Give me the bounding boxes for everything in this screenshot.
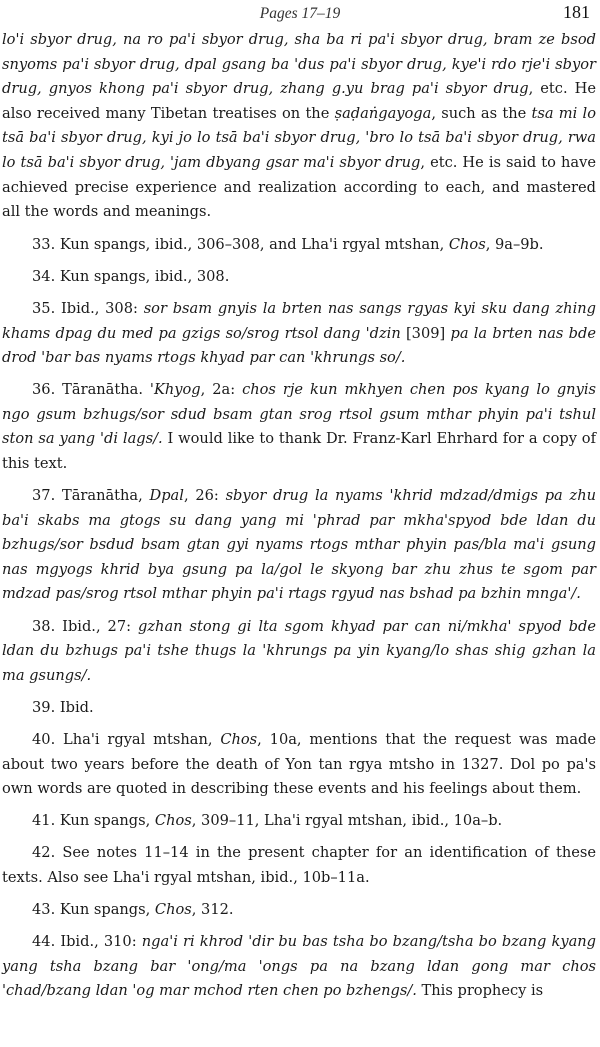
note-42: 42. See notes 11–14 in the present chapter for an identification of these texts. Also see Lha'i rgyal mtshan, ibid., 10b–11a.: [2, 844, 596, 886]
tibetan-text: chos rje kun mkhyen chen pos kyang lo gnyis ngo gsum bzhugs/sor sdud bsam gtan srog rtsol gsum mthar phyin pa'i tshul ston sa yang 'di lags/.: [2, 381, 596, 448]
tibetan-text: sbyor drug la nyams 'khrid mdzad/dmigs pa zhu ba'i skabs ma gtogs su dang yang mi 'phrad par mkha'spyod bde ldan du bzhugs/sor bsdud bsam gtan gyi nyams rtogs mthar phyin pas/bla ma'i gsung nas mgyogs khrid bya gsung pa la/gol le skyong bar zhu zhus te sgom par mdzad pas/srog rtsol mthar phyin pa'i rtags rgyud nas bshad pa bzhin mnga'/.: [2, 487, 596, 603]
note-33: [2, 233, 596, 258]
note-text: 43. Kun spangs,: [32, 901, 155, 918]
note-text: 33. Kun spangs, ibid., 306–308, and Lha'i rgyal mtshan,: [32, 235, 449, 253]
tibetan-text: lo'i sbyor drug, na ro pa'i sbyor drug, sha ba ri pa'i sbyor drug, bram ze bsod snyoms pa'i sbyor drug, dpal gsang ba 'dus pa'i sbyor drug, kye'i rdo rje'i sbyor drug, gnyos khong pa'i sbyor drug, zhang g.yu brag pa'i sbyor drug: [2, 31, 596, 98]
note-text: , 312.: [191, 901, 234, 918]
work-title: Chos: [448, 235, 486, 253]
note-text: 36. Tāranātha. ': [32, 381, 154, 399]
work-title: Chos: [154, 812, 192, 830]
note-44: [2, 930, 596, 1004]
continued-paragraph: [2, 28, 596, 225]
note-text: , 309–11, Lha'i rgyal mtshan, ibid., 10a–b.: [191, 812, 503, 830]
note-text: 37. Tāranātha,: [32, 487, 150, 505]
note-text: , 9a–9b.: [485, 235, 544, 253]
note-38: [2, 615, 596, 689]
note-text: 40. Lha'i rgyal mtshan,: [32, 730, 221, 748]
note-34: 34. Kun spangs, ibid., 308.: [32, 267, 230, 285]
note-text: [309]: [400, 324, 451, 342]
note-36: [2, 378, 596, 476]
tibetan-text: nga'i ri khrod 'dir bu bas tsha bo bzang/tsha bo bzang kyang yang tsha bzang bar 'ong/ma 'ongs pa na bzang ldan gong mar chos 'chad/bzang ldan 'og mar mchod rten chen po bzhengs/.: [2, 933, 597, 1000]
note-35: [2, 297, 596, 371]
tibetan-text: tsa mi lo tsā ba'i sbyor drug, kyi jo lo tsā ba'i sbyor drug, 'bro lo tsā ba'i sbyor drug, rwa lo tsā ba'i sbyor drug, 'jam dbyang gsar ma'i sbyor drug: [2, 104, 596, 171]
running-head: [0, 2, 600, 28]
paragraph-text: , etc. He is said to have achieved precise experience and realization according to each, and mastered all the words and meanings.: [2, 153, 596, 221]
note-40: [2, 728, 596, 802]
note-text: This prophecy is: [416, 982, 544, 1000]
paragraph-text: , such as the: [431, 104, 532, 122]
note-text: , 26:: [183, 487, 226, 505]
work-title: Chos: [154, 901, 192, 918]
work-title: Khyog: [153, 381, 201, 399]
tibetan-text: gzhan stong gi lta sgom khyad par can ni/mkha' spyod bde ldan du bzhugs pa'i tshe thugs la 'khrungs pa yin kyang/lo shas shig gzhan la ma gsungs/.: [2, 617, 596, 684]
running-title: Pages 17–19: [259, 5, 341, 22]
note-41: [2, 809, 596, 834]
note-text: , 10a, mentions that the request was made about two years before the death of Yon tan rgya mtsho in 1327. Dol po pa's own words are quoted in describing these events and his feelings about them.: [2, 730, 596, 798]
note-text: 38. Ibid., 27:: [32, 617, 139, 635]
sanskrit-term: ṣaḍaṅgayoga: [334, 104, 432, 122]
note-text: 41. Kun spangs,: [32, 812, 155, 830]
note-43: [2, 898, 596, 923]
note-text: 35. Ibid., 308:: [32, 299, 144, 317]
note-text: I would like to thank Dr. Franz-Karl Ehrhard for a copy of this text.: [2, 430, 596, 472]
paragraph-text: , etc. He also received many Tibetan treatises on the: [2, 80, 596, 122]
page-number: 181: [563, 2, 590, 22]
tibetan-text: pa la brten nas bde drod 'bar bas nyams rtogs khyad par can 'khrungs so/.: [2, 324, 596, 367]
work-title: Dpal: [149, 487, 184, 505]
work-title: Chos: [220, 730, 258, 748]
note-39: 39. Ibid.: [32, 698, 94, 716]
note-text: , 2a:: [200, 381, 243, 399]
note-text: 44. Ibid., 310:: [32, 933, 142, 951]
notes-body: [2, 28, 596, 1004]
tibetan-text: sor bsam gnyis la brten nas sangs rgyas kyi sku dang zhing khams dpag du med pa gzigs so/srog rtsol dang 'dzin: [2, 299, 596, 342]
note-37: [2, 484, 596, 607]
